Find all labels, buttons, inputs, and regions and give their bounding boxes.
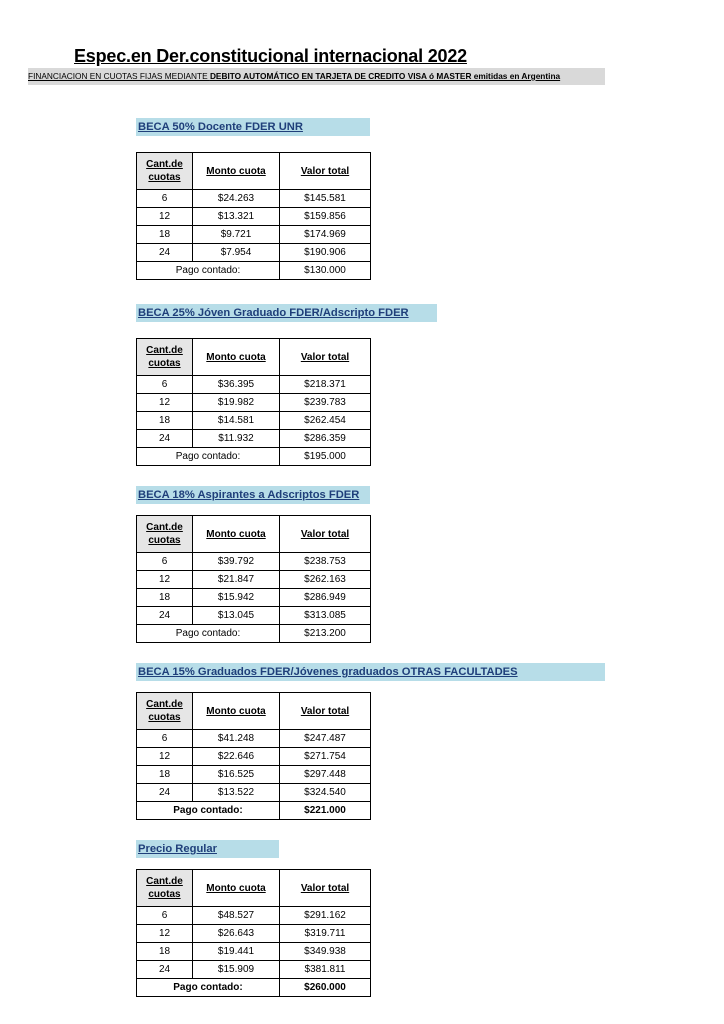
table-header-row [137, 870, 371, 907]
table-row: 12 $26.643 $319.711 [137, 925, 371, 943]
header-cuotas: Cant.de cuotas [137, 516, 193, 553]
contado-label: Pago contado: [137, 262, 280, 280]
contado-label: Pago contado: [137, 625, 280, 643]
contado-row [137, 625, 371, 643]
header-monto: Monto cuota [193, 870, 280, 907]
table-header-row [137, 516, 371, 553]
header-valor: Valor total [280, 693, 371, 730]
table-row: 18 $9.721 $174.969 [137, 226, 371, 244]
financing-subtitle [28, 68, 605, 85]
contado-label: Pago contado: [137, 979, 280, 997]
header-valor: Valor total [280, 153, 371, 190]
header-monto: Monto cuota [193, 516, 280, 553]
header-monto: Monto cuota [193, 693, 280, 730]
table-row: 12 $22.646 $271.754 [137, 748, 371, 766]
header-monto: Monto cuota [193, 153, 280, 190]
section-title-precio-regular: Precio Regular [136, 840, 279, 858]
contado-row [137, 802, 371, 820]
table-row: 6 $39.792 $238.753 [137, 553, 371, 571]
contado-row [137, 979, 371, 997]
header-valor: Valor total [280, 516, 371, 553]
table-row: 12 $21.847 $262.163 [137, 571, 371, 589]
table-row: 6 $24.263 $145.581 [137, 190, 371, 208]
table-row: 18 $15.942 $286.949 [137, 589, 371, 607]
subtitle-normal: FINANCIACION EN CUOTAS FIJAS MEDIANTE [28, 71, 210, 81]
table-row: 24 $13.522 $324.540 [137, 784, 371, 802]
table-row: 24 $13.045 $313.085 [137, 607, 371, 625]
fees-table-beca-15 [136, 692, 371, 820]
table-row: 18 $19.441 $349.938 [137, 943, 371, 961]
header-valor: Valor total [280, 339, 371, 376]
contado-value: $221.000 [280, 802, 371, 820]
contado-value: $130.000 [280, 262, 371, 280]
subtitle-bold: DEBITO AUTOMÁTICO EN TARJETA DE CREDITO VISA ó MASTER emitidas en Argentina [209, 71, 561, 81]
fees-table-beca-50 [136, 152, 371, 280]
contado-row [137, 448, 371, 466]
table-row: 24 $11.932 $286.359 [137, 430, 371, 448]
table-header-row [137, 693, 371, 730]
section-title-beca-15: BECA 15% Graduados FDER/Jóvenes graduados OTRAS FACULTADES [136, 663, 605, 681]
table-row: 6 $48.527 $291.162 [137, 907, 371, 925]
contado-row [137, 262, 371, 280]
contado-label: Pago contado: [137, 448, 280, 466]
section-title-beca-25: BECA 25% Jóven Graduado FDER/Adscripto FDER [136, 304, 437, 322]
fees-table-beca-18 [136, 515, 371, 643]
section-title-beca-18: BECA 18% Aspirantes a Adscriptos FDER [136, 486, 370, 504]
header-cuotas: Cant.de cuotas [137, 339, 193, 376]
table-row: 24 $7.954 $190.906 [137, 244, 371, 262]
contado-value: $195.000 [280, 448, 371, 466]
section-title-beca-50: BECA 50% Docente FDER UNR [136, 118, 370, 136]
header-cuotas: Cant.de cuotas [137, 870, 193, 907]
contado-value: $213.200 [280, 625, 371, 643]
fees-table-beca-25 [136, 338, 371, 466]
table-row: 18 $16.525 $297.448 [137, 766, 371, 784]
table-header-row [137, 153, 371, 190]
table-header-row [137, 339, 371, 376]
table-row: 24 $15.909 $381.811 [137, 961, 371, 979]
table-row: 18 $14.581 $262.454 [137, 412, 371, 430]
fees-table-precio-regular [136, 869, 371, 997]
header-cuotas: Cant.de cuotas [137, 153, 193, 190]
header-valor: Valor total [280, 870, 371, 907]
table-row: 6 $41.248 $247.487 [137, 730, 371, 748]
contado-label: Pago contado: [137, 802, 280, 820]
page-title: Espec.en Der.constitucional internacional 2022 [74, 46, 467, 66]
header-monto: Monto cuota [193, 339, 280, 376]
header-cuotas: Cant.de cuotas [137, 693, 193, 730]
table-row: 6 $36.395 $218.371 [137, 376, 371, 394]
table-row: 12 $19.982 $239.783 [137, 394, 371, 412]
table-row: 12 $13.321 $159.856 [137, 208, 371, 226]
contado-value: $260.000 [280, 979, 371, 997]
